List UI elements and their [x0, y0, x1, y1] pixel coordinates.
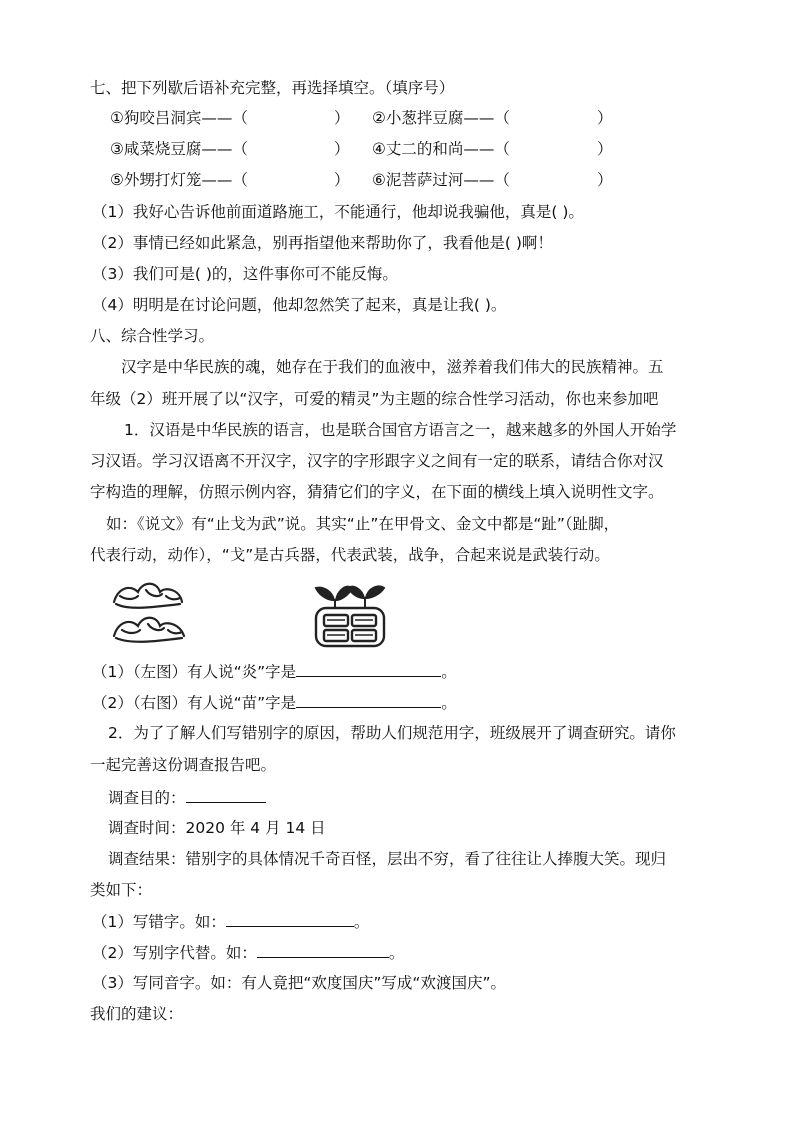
idiom-label: ③咸菜烧豆腐——（ — [110, 140, 248, 158]
fill-question-1: （1）我好心告诉他前面道路施工，不能通行，他却说我骗他，真是( )。 — [92, 203, 584, 221]
intro-line-2: 年级（2）班开展了以“汉字，可爱的精灵”为主题的综合性学习活动，你也来参加吧 — [90, 390, 659, 408]
intro-line-1: 汉字是中华民族的魂，她存在于我们的血液中，滋养着我们伟大的民族精神。五 — [121, 358, 664, 376]
q1-line-3: 字构造的理解，仿照示例内容，猜猜它们的字义，在下面的横线上填入说明性文字。 — [90, 483, 664, 501]
fill-question-2: （2）事情已经如此紧急，别再指望他来帮助你了，我看他是( )啊！ — [92, 234, 553, 252]
sub-question-1 — [92, 661, 457, 682]
sub-question-2 — [92, 692, 457, 713]
idiom-label: ②小葱拌豆腐——（ — [372, 109, 510, 127]
survey-purpose-label: 调查目的： — [108, 789, 186, 807]
example-line-1: 如：《说文》有“止戈为武”说。其实“止”在甲骨文、金文中都是“趾”（趾脚， — [106, 515, 620, 533]
idiom-close: ） — [597, 140, 613, 158]
idiom-item-2 — [372, 108, 510, 128]
section7-title: 七、把下列歇后语补充完整，再选择填空。（填序号） — [90, 79, 455, 97]
miao-glyph-image — [310, 576, 390, 652]
section8-title: 八、综合性学习。 — [90, 327, 215, 345]
suggestion-label: 我们的建议： — [90, 1005, 184, 1023]
survey-result-line-1: 调查结果：错别字的具体情况千奇百怪，层出不穷，看了往往让人捧腹大笑。现归 — [108, 850, 667, 868]
result-item-2-text: （2）写别字代替。如： — [92, 944, 257, 962]
answer-blank[interactable] — [296, 661, 441, 677]
period: 。 — [353, 913, 370, 931]
fill-question-4: （4）明明是在讨论问题，他却忽然笑了起来，真是让我( )。 — [92, 296, 507, 314]
survey-purpose — [108, 787, 266, 808]
yan-glyph-image — [108, 578, 190, 648]
q1-line-1: 1．汉语是中华民族的语言，也是联合国官方语言之一，越来越多的外国人开始学 — [124, 421, 677, 439]
idiom-item-6 — [372, 170, 510, 190]
period: 。 — [388, 944, 405, 962]
idiom-close: ） — [597, 171, 613, 189]
answer-blank[interactable] — [186, 787, 266, 803]
answer-blank[interactable] — [296, 692, 441, 708]
survey-result-line-2: 类如下： — [90, 881, 153, 899]
idiom-close: ） — [597, 109, 613, 127]
idiom-item-1 — [110, 108, 248, 128]
example-line-2: 代表行动，动作），“戈”是古兵器，代表武装，战争，合起来说是武装行动。 — [90, 546, 610, 564]
idiom-label: ⑥泥菩萨过河——（ — [372, 171, 510, 189]
idiom-item-4 — [372, 139, 510, 159]
answer-blank[interactable] — [226, 911, 354, 927]
q2-line-2: 一起完善这份调查报告吧。 — [90, 756, 277, 774]
fill-question-3: （3）我们可是( )的，这件事你可不能反悔。 — [92, 265, 398, 283]
result-item-1-text: （1）写错字。如： — [92, 913, 226, 931]
sub-question-1-text: （1）（左图）有人说“炎”字是 — [92, 663, 297, 681]
sub-question-2-text: （2）（右图）有人说“苗”字是 — [92, 694, 297, 712]
idiom-label: ①狗咬吕洞宾——（ — [110, 109, 248, 127]
q2-line-1: 2．为了了解人们写错别字的原因，帮助人们规范用字，班级展开了调查研究。请你 — [108, 724, 676, 742]
period: 。 — [441, 694, 457, 712]
result-item-1 — [92, 911, 369, 932]
idiom-label: ④丈二的和尚——（ — [372, 140, 510, 158]
result-item-2 — [92, 942, 404, 963]
idiom-label: ⑤外甥打灯笼——（ — [110, 171, 248, 189]
idiom-close: ） — [334, 140, 350, 158]
period: 。 — [441, 663, 457, 681]
idiom-close: ） — [334, 171, 350, 189]
q1-line-2: 习汉语。学习汉语离不开汉字，汉字的字形跟字义之间有一定的联系，请结合你对汉 — [90, 452, 664, 470]
idiom-item-3 — [110, 139, 248, 159]
idiom-close: ） — [334, 109, 350, 127]
result-item-3: （3）写同音字。如：有人竟把“欢度国庆”写成“欢渡国庆”。 — [92, 974, 506, 992]
answer-blank[interactable] — [257, 942, 389, 958]
survey-time: 调查时间：2020 年 4 月 14 日 — [108, 819, 326, 837]
idiom-item-5 — [110, 170, 248, 190]
